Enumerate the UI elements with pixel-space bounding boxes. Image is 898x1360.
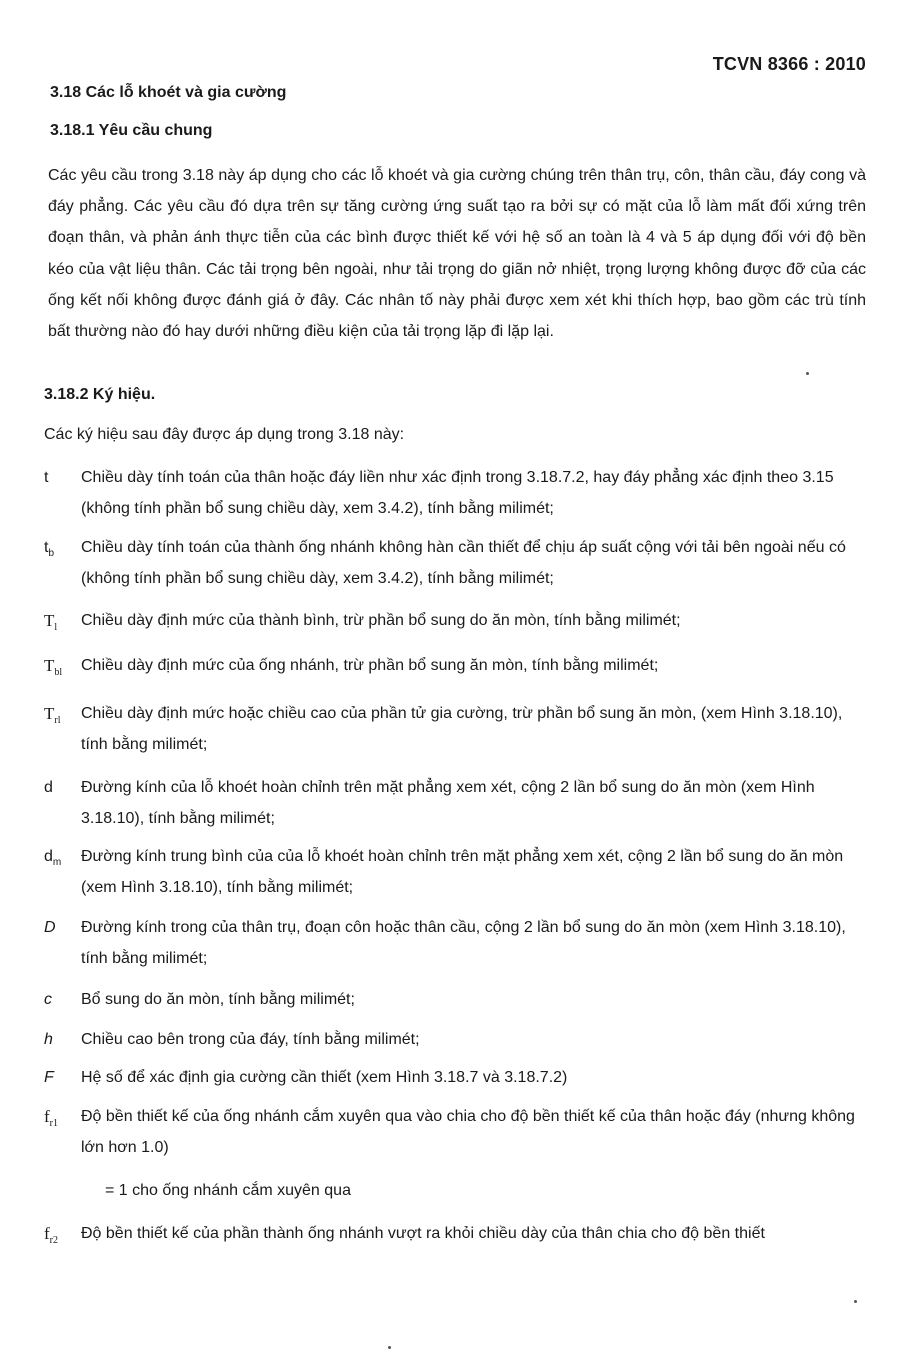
symbol: h xyxy=(44,1031,53,1048)
symbol: $T_{rl}$ xyxy=(44,704,61,726)
symbol-description: Độ bền thiết kế của ống nhánh cắm xuyên qua vào chia cho độ bền thiết kế của thân hoặc đáy (nhưng không lớn hơn 1.0) xyxy=(81,1108,855,1156)
symbol-definition xyxy=(44,841,864,903)
symbol-description: Chiều cao bên trong của đáy, tính bằng milimét; xyxy=(81,1031,420,1048)
symbol-description: Đường kính trong của thân trụ, đoạn côn hoặc thân cầu, cộng 2 lần bổ sung do ăn mòn (xem Hình 3.18.10), tính bằng milimét; xyxy=(81,919,846,967)
symbol: $T_l$ xyxy=(44,611,58,633)
scan-speck xyxy=(854,1300,857,1303)
general-requirements-paragraph: Các yêu cầu trong 3.18 này áp dụng cho các lỗ khoét và gia cường chúng trên thân trụ, côn, thân cầu, đáy cong và đáy phẳng. Các yêu cầu đó dựa trên sự tăng cường ứng suất tạo ra bởi sự có mặt của lỗ làm mất đối xứng trên đoạn thân, và phản ánh thực tiễn của các bình được thiết kế với hệ số an toàn là 4 và 5 áp dụng đối với độ bền kéo của vật liệu thân. Các tải trọng bên ngoài, như tải trọng do giãn nở nhiệt, trọng lượng không được đỡ của các ống kết nối không được đánh giá ở đây. Các nhân tố này phải được xem xét khi thích hợp, bao gồm các trù tính bất thường nào đó hay dưới những điều kiện của tải trọng lặp đi lặp lại. xyxy=(48,167,866,341)
symbol: $f_{r1}$ xyxy=(44,1107,59,1129)
symbol: D xyxy=(44,919,56,936)
symbol-description: Chiều dày tính toán của thân hoặc đáy liền như xác định trong 3.18.7.2, hay đáy phẳng xác định theo 3.15 (không tính phần bổ sung chiều dày, xem 3.4.2), tính bằng milimét; xyxy=(81,469,834,517)
symbol-description: Chiều dày định mức hoặc chiều cao của phần tử gia cường, trừ phần bổ sung ăn mòn, (xem Hình 3.18.10), tính bằng milimét; xyxy=(81,705,843,753)
symbol: $t_b$ xyxy=(44,539,55,559)
standard-code: TCVN 8366 : 2010 xyxy=(712,54,866,74)
symbol: F xyxy=(44,1069,54,1086)
symbol-definition xyxy=(44,1101,864,1163)
symbol-definition xyxy=(44,912,864,974)
symbol-definition xyxy=(44,772,864,834)
symbol-description: Đường kính trung bình của của lỗ khoét hoàn chỉnh trên mặt phẳng xem xét, cộng 2 lần bổ sung do ăn mòn (xem Hình 3.18.10), tính bằng milimét; xyxy=(81,848,844,896)
symbol-definition xyxy=(44,1218,864,1249)
symbol: t xyxy=(44,469,49,486)
scan-speck xyxy=(806,372,809,375)
subsection-title-symbols: 3.18.2 Ký hiệu. xyxy=(44,386,156,403)
subsection-title-general: 3.18.1 Yêu cầu chung xyxy=(50,122,213,139)
scan-speck xyxy=(388,1346,391,1349)
symbol-definition xyxy=(44,532,864,594)
symbol-definition xyxy=(44,1024,864,1055)
symbols-intro: Các ký hiệu sau đây được áp dụng trong 3.18 này: xyxy=(44,426,405,443)
symbol-description: Chiều dày tính toán của thành ống nhánh không hàn cần thiết để chịu áp suất cộng với tải bên ngoài nếu có (không tính phần bổ sung chiều dày, xem 3.4.2), tính bằng milimét; xyxy=(81,539,846,587)
symbol-note: = 1 cho ống nhánh cắm xuyên qua xyxy=(105,1182,351,1199)
symbol: c xyxy=(44,991,52,1008)
symbol: $T_{bl}$ xyxy=(44,656,63,678)
symbol-description: Độ bền thiết kế của phần thành ống nhánh vượt ra khỏi chiều dày của thân chia cho độ bền thiết xyxy=(81,1225,765,1242)
symbol-definition xyxy=(44,1062,864,1093)
symbol: $f_{r2}$ xyxy=(44,1224,59,1246)
symbol: d xyxy=(44,779,53,796)
symbol-description: Chiều dày định mức của thành bình, trừ phần bổ sung do ăn mòn, tính bằng milimét; xyxy=(81,612,681,629)
symbol-description: Hệ số để xác định gia cường cần thiết (xem Hình 3.18.7 và 3.18.7.2) xyxy=(81,1069,568,1086)
symbol-description: Chiều dày định mức của ống nhánh, trừ phần bổ sung ăn mòn, tính bằng milimét; xyxy=(81,657,659,674)
symbol-definition xyxy=(44,698,864,760)
symbol-definition xyxy=(44,984,864,1015)
symbol-description: Bổ sung do ăn mòn, tính bằng milimét; xyxy=(81,991,355,1008)
symbol-description: Đường kính của lỗ khoét hoàn chỉnh trên mặt phẳng xem xét, cộng 2 lần bổ sung do ăn mòn (xem Hình 3.18.10), tính bằng milimét; xyxy=(81,779,815,827)
symbol: $d_m$ xyxy=(44,848,62,868)
symbol-definition xyxy=(44,605,864,636)
symbol-definition xyxy=(44,650,864,681)
symbol-definition xyxy=(44,462,864,524)
section-title: 3.18 Các lỗ khoét và gia cường xyxy=(50,84,287,101)
